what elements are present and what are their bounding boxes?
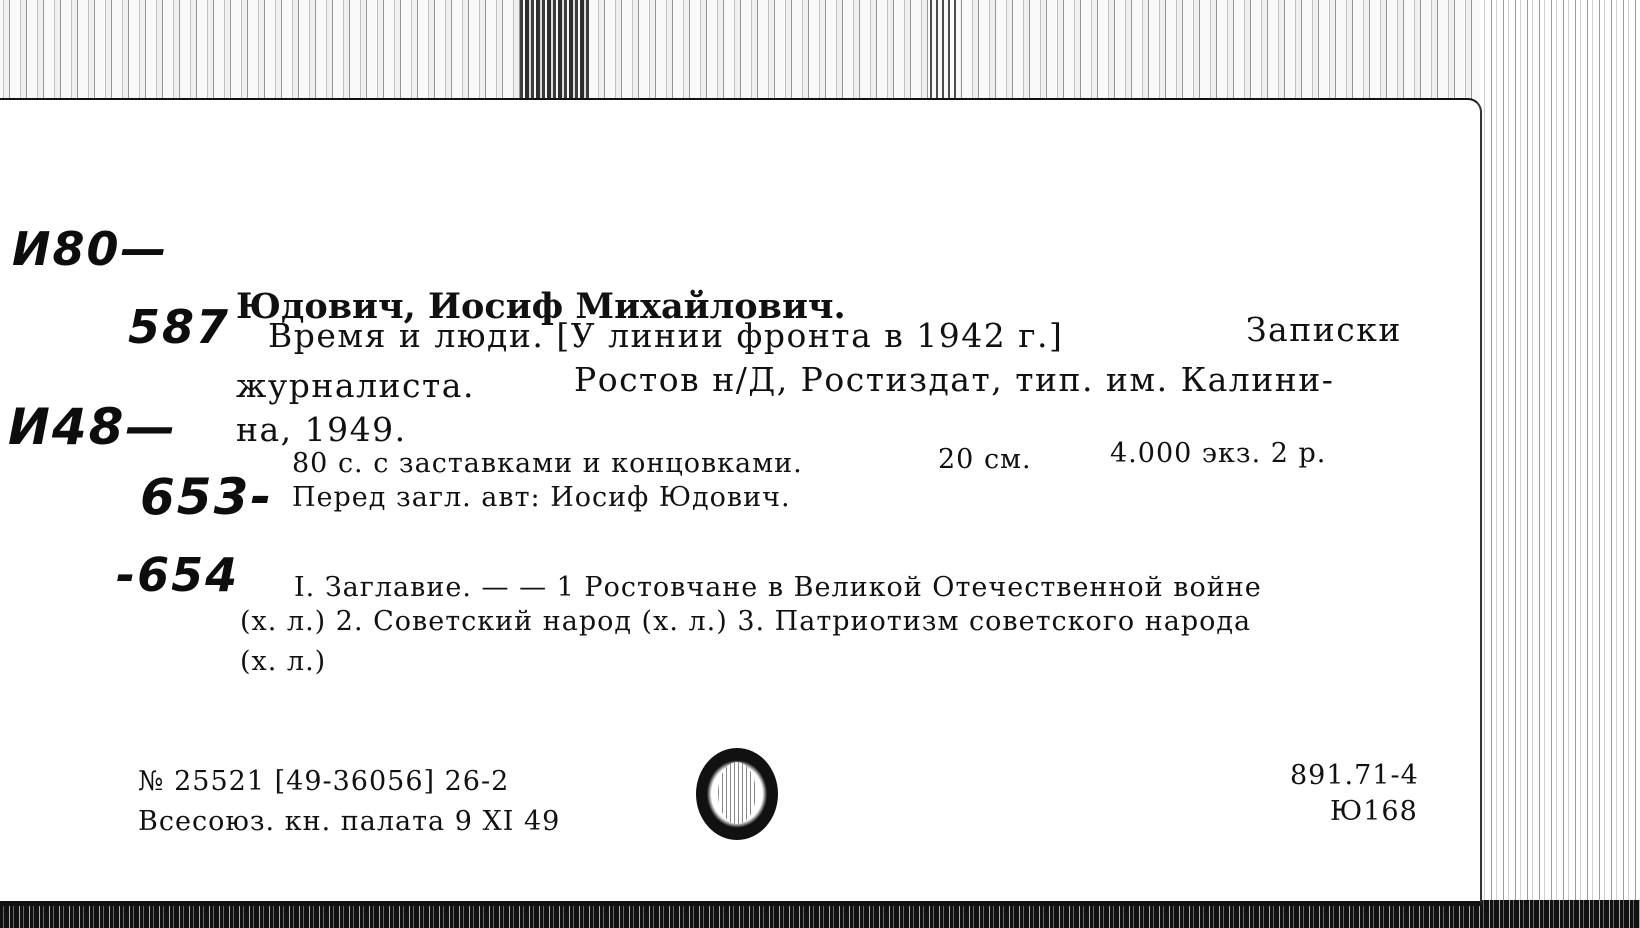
scanner-background-top bbox=[0, 0, 1640, 108]
author-mark: Ю168 bbox=[1330, 796, 1418, 827]
tracing-line: (х. л.) 2. Советский народ (х. л.) 3. Патриотизм советского народа bbox=[240, 606, 1252, 637]
imprint-line-start: журналиста. bbox=[236, 366, 475, 405]
handwritten-mark: И80— bbox=[12, 222, 169, 276]
title-line: Время и люди. [У линии фронта в 1942 г.] bbox=[268, 316, 1064, 355]
registry-chamber: Всесоюз. кн. палата 9 XI 49 bbox=[138, 806, 561, 837]
tracing-line: I. Заглавие. — — 1 Ростовчане в Великой Отечественной войне bbox=[294, 572, 1262, 603]
handwritten-mark: И48— bbox=[8, 398, 178, 456]
classification-number: 891.71-4 bbox=[1290, 760, 1419, 791]
physical-description: 80 с. с заставками и концовками. bbox=[292, 448, 803, 479]
scan-artifact bbox=[520, 0, 590, 108]
author-note: Перед загл. авт: Иосиф Юдович. bbox=[292, 482, 791, 513]
author-heading: Юдович, Иосиф Михайлович. bbox=[236, 286, 846, 327]
handwritten-mark: -654 bbox=[116, 548, 240, 602]
copies-price: 4.000 экз. 2 р. bbox=[1110, 438, 1327, 469]
imprint-line: Ростов н/Д, Ростиздат, тип. им. Калини- bbox=[574, 360, 1335, 399]
handwritten-mark: 653- bbox=[140, 468, 274, 526]
punch-hole bbox=[696, 748, 778, 840]
size-note: 20 см. bbox=[938, 444, 1032, 475]
title-line-end: Записки bbox=[1246, 310, 1402, 349]
registry-number: № 25521 [49-36056] 26-2 bbox=[138, 766, 510, 797]
scanner-background-right bbox=[1480, 0, 1640, 928]
handwritten-mark: 587 bbox=[128, 300, 231, 354]
imprint-year: на, 1949. bbox=[236, 410, 407, 449]
scan-artifact bbox=[930, 0, 960, 108]
tracing-line: (х. л.) bbox=[240, 646, 327, 677]
